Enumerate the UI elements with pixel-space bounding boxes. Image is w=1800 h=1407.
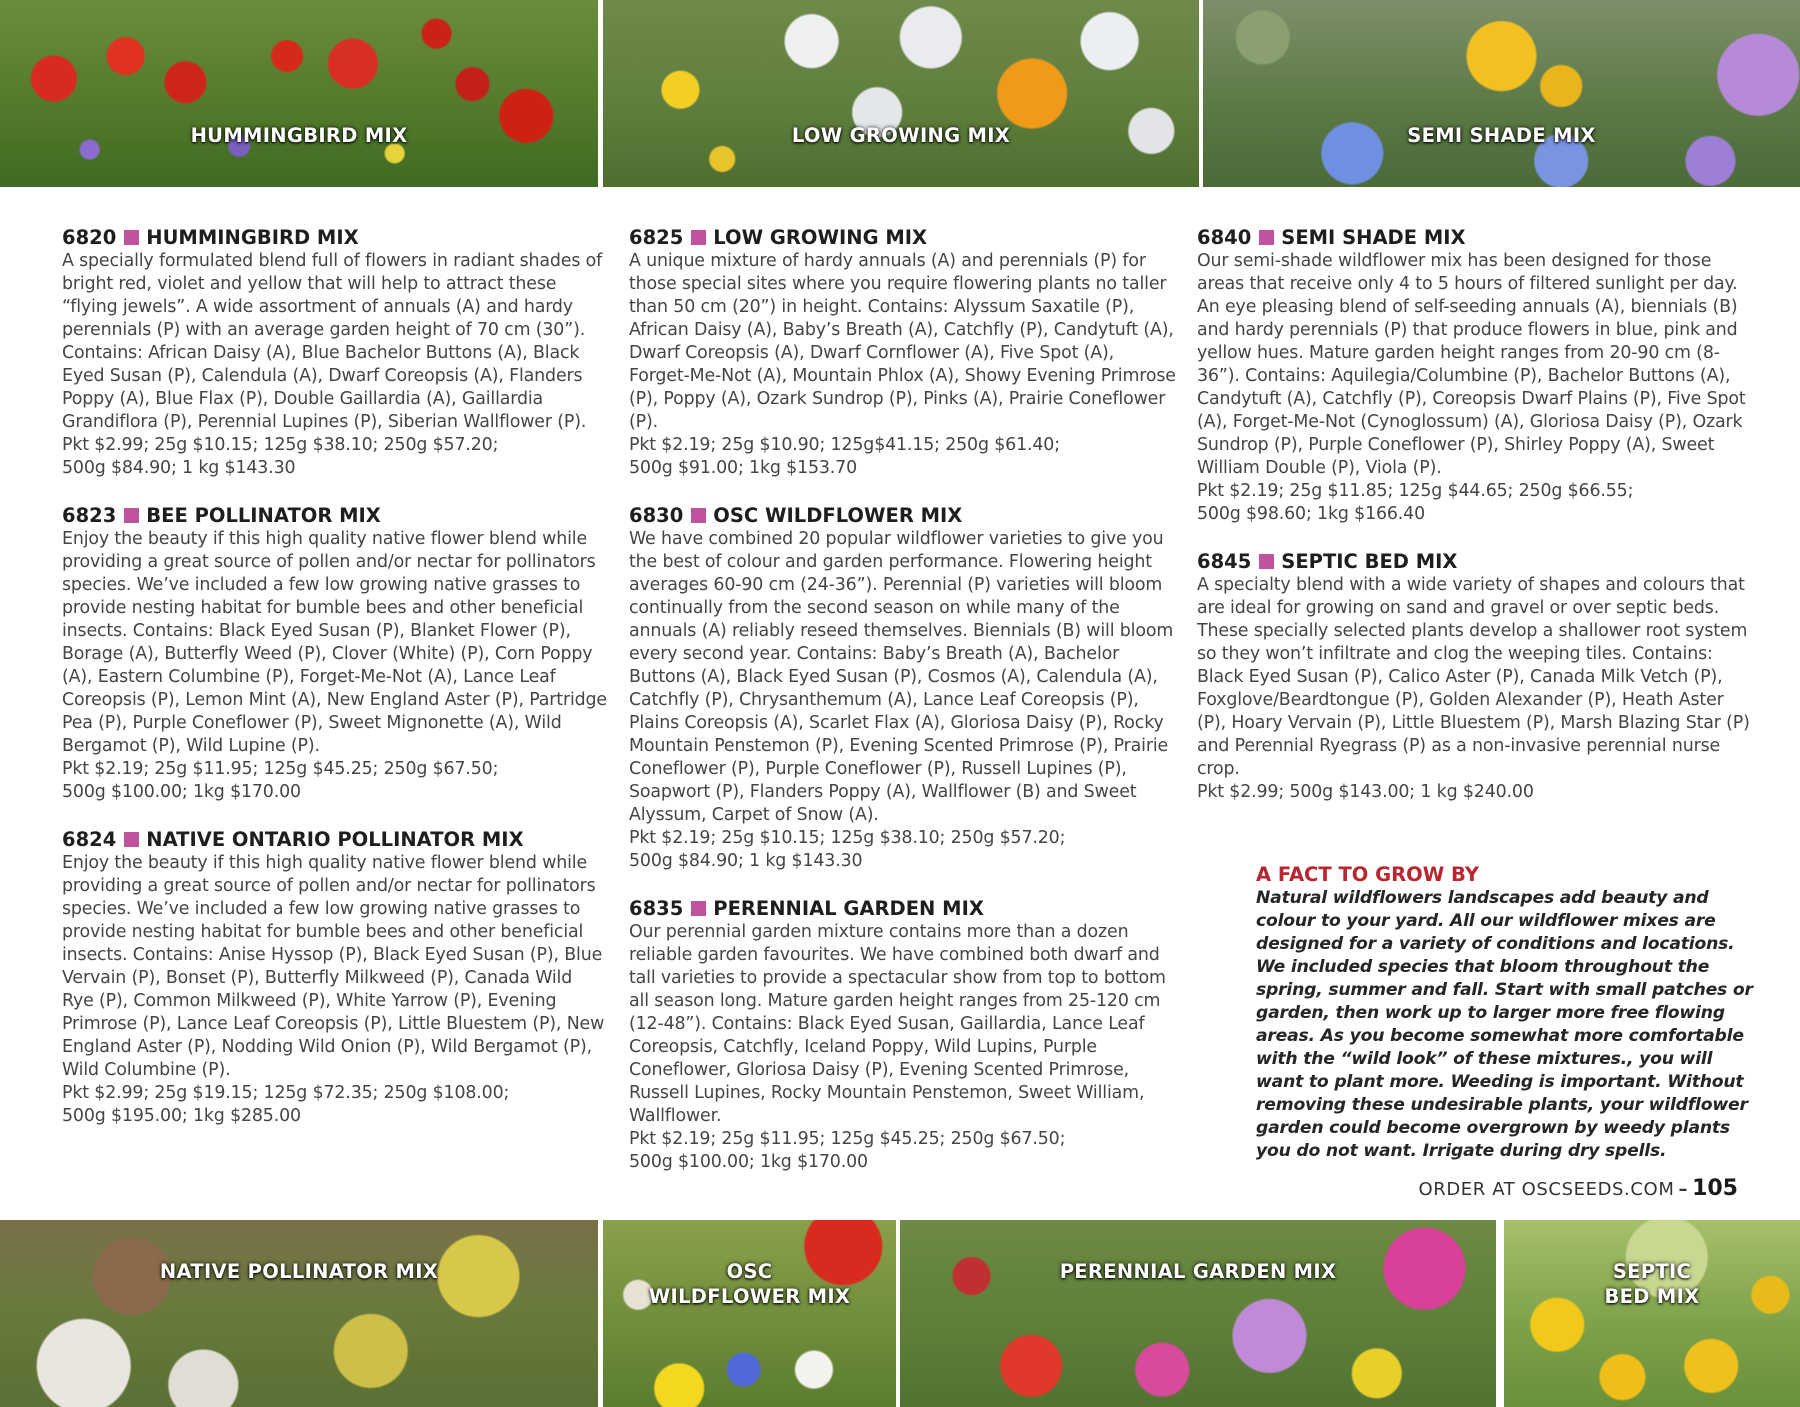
product-6840: [1197, 225, 1757, 526]
square-bullet-icon: [691, 508, 706, 523]
square-bullet-icon: [124, 832, 139, 847]
column-left: [62, 225, 607, 1151]
square-bullet-icon: [1259, 230, 1274, 245]
page-number: 105: [1692, 1176, 1738, 1201]
photo-caption-line: WILDFLOWER MIX: [648, 1285, 851, 1308]
fact-box: [1256, 862, 1756, 1163]
fact-body: Natural wildflowers landscapes add beauty and colour to your yard. All our wildflower mixes are designed for a variety of conditions and locations. We included species that bloom throughout the spring, summer and fall. Start with small patches or garden, then work up to larger more free flowing areas. As you become somewhat more comfortable with the “wild look” of these mixtures., you will want to plant more. Weeding is important. Without removing these undesirable plants, your wildflower garden could become overgrown by weedy plants you do not want. Irrigate during dry spells.: [1256, 888, 1753, 1161]
page-footer: [1418, 1176, 1738, 1203]
product-description: Our semi-shade wildflower mix has been designed for those areas that receive only 4 to 5 hours of filtered sunlight per day. An eye pleasing blend of self-seeding annuals (A), biennials (B) and hardy perennials (P) that produce flowers in blue, pink and yellow hues. Mature garden height ranges from 20-90 cm (8-36”). Contains: Aquilegia/Columbine (P), Bachelor Buttons (A), Candytuft (A), Catchfly (P), Coreopsis Dwarf Plains (P), Five Spot (A), Forget-Me-Not (Cynoglossum) (A), Gloriosa Daisy (P), Ozark Sundrop (P), Purple Coneflower (P), Shirley Poppy (A), Sweet William Double (P), Viola (P).: [1197, 251, 1746, 478]
native-pollinator-mix-photo: [0, 1220, 598, 1407]
product-heading: [62, 827, 607, 852]
product-price: Pkt $2.19; 25g $11.95; 125g $45.25; 250g $67.50; 500g $100.00; 1kg $170.00: [62, 759, 499, 802]
product-heading: [62, 503, 607, 528]
product-name: LOW GROWING MIX: [713, 226, 928, 249]
product-6824: [62, 827, 607, 1128]
product-code: 6845: [1197, 550, 1252, 573]
hummingbird-mix-photo: [0, 0, 598, 187]
product-6823: [62, 503, 607, 804]
photo-caption: [603, 1259, 896, 1309]
product-heading: [62, 225, 607, 250]
product-6820: [62, 225, 607, 480]
semi-shade-mix-photo: [1203, 0, 1800, 187]
product-6835: [629, 896, 1179, 1174]
fact-title: A FACT TO GROW BY: [1256, 863, 1479, 886]
product-description: Enjoy the beauty if this high quality native flower blend while providing a great source of pollen and/or nectar for pollinators species. We’ve included a few low growing native grasses to provide nesting habitat for bumble bees and other beneficial insects. Contains: Anise Hyssop (P), Black Eyed Susan (P), Blue Vervain (P), Bonset (P), Butterfly Milkweed (P), Canada Wild Rye (P), Common Milkweed (P), White Yarrow (P), Evening Primrose (P), Lance Leaf Coreopsis (P), Little Bluestem (P), New England Aster (P), Nodding Wild Onion (P), Wild Bergamot (P), Wild Columbine (P).: [62, 853, 605, 1080]
product-code: 6830: [629, 504, 684, 527]
product-name: HUMMINGBIRD MIX: [146, 226, 359, 249]
footer-dash: –: [1678, 1179, 1689, 1200]
perennial-garden-mix-photo: [900, 1220, 1496, 1407]
photo-caption-line: BED MIX: [1604, 1285, 1700, 1308]
product-heading: [1197, 549, 1757, 574]
low-growing-mix-photo: [603, 0, 1199, 187]
product-code: 6824: [62, 828, 117, 851]
product-price: Pkt $2.19; 25g $10.15; 125g $38.10; 250g $57.20; 500g $84.90; 1 kg $143.30: [629, 828, 1066, 871]
photo-caption: PERENNIAL GARDEN MIX: [1059, 1260, 1337, 1283]
product-code: 6820: [62, 226, 117, 249]
product-code: 6840: [1197, 226, 1252, 249]
photo-caption-line: OSC: [726, 1260, 773, 1283]
square-bullet-icon: [124, 230, 139, 245]
product-price: Pkt $2.19; 25g $11.95; 125g $45.25; 250g $67.50; 500g $100.00; 1kg $170.00: [629, 1129, 1066, 1172]
septic-bed-mix-photo: [1504, 1220, 1800, 1407]
product-description: A specialty blend with a wide variety of shapes and colours that are ideal for growing on sand and gravel or over septic beds. These specially selected plants develop a shallower root system so they won’t infiltrate and clog the weeping tiles. Contains: Black Eyed Susan (P), Calico Aster (P), Canada Milk Vetch (P), Foxglove/Beardtongue (P), Golden Alexander (P), Heath Aster (P), Hoary Vervain (P), Little Bluestem (P), Marsh Blazing Star (P) and Perennial Ryegrass (P) as a non-invasive perennial nurse crop.: [1197, 575, 1750, 779]
product-name: PERENNIAL GARDEN MIX: [713, 897, 984, 920]
column-right: [1197, 225, 1757, 827]
product-code: 6825: [629, 226, 684, 249]
product-6845: [1197, 549, 1757, 804]
product-description: A unique mixture of hardy annuals (A) and perennials (P) for those special sites where you require flowering plants no taller than 50 cm (20”) in height. Contains: Alyssum Saxatile (P), African Daisy (A), Baby’s Breath (A), Catchfly (P), Candytuft (A), Dwarf Coreopsis (A), Dwarf Cornflower (A), Five Spot (A), Forget-Me-Not (A), Mountain Phlox (A), Showy Evening Primrose (P), Poppy (A), Ozark Sundrop (P), Pinks (A), Prairie Coneflower (P).: [629, 251, 1176, 432]
product-price: Pkt $2.19; 25g $11.85; 125g $44.65; 250g $66.55; 500g $98.60; 1kg $166.40: [1197, 481, 1634, 524]
square-bullet-icon: [691, 901, 706, 916]
product-description: Our perennial garden mixture contains more than a dozen reliable garden favourites. We have combined both dwarf and tall varieties to provide a spectacular show from top to bottom all season long. Mature garden height ranges from 25-120 cm (12-48”). Contains: Black Eyed Susan, Gaillardia, Lance Leaf Coreopsis, Catchfly, Iceland Poppy, Wild Lupins, Purple Coneflower, Gloriosa Daisy (P), Evening Scented Primrose, Russell Lupines, Rocky Mountain Penstemon, Sweet William, Wallflower.: [629, 922, 1166, 1126]
product-description: A specially formulated blend full of flowers in radiant shades of bright red, violet and yellow that will help to attract these “flying jewels”. A wide assortment of annuals (A) and hardy perennials (P) with an average garden height of 70 cm (30”). Contains: African Daisy (A), Blue Bachelor Buttons (A), Black Eyed Susan (P), Calendula (A), Dwarf Coreopsis (A), Flanders Poppy (A), Blue Flax (P), Double Gaillardia (A), Gaillardia Grandiflora (P), Perennial Lupines (P), Siberian Wallflower (P).: [62, 251, 603, 432]
product-name: SEMI SHADE MIX: [1281, 226, 1466, 249]
product-code: 6835: [629, 897, 684, 920]
product-code: 6823: [62, 504, 117, 527]
product-name: OSC WILDFLOWER MIX: [713, 504, 963, 527]
photo-caption-line: SEPTIC: [1612, 1260, 1692, 1283]
photo-caption: SEMI SHADE MIX: [1407, 124, 1596, 147]
column-middle: [629, 225, 1179, 1197]
photo-caption: HUMMINGBIRD MIX: [190, 124, 408, 147]
product-6825: [629, 225, 1179, 480]
photo-caption: LOW GROWING MIX: [791, 124, 1011, 147]
product-price: Pkt $2.19; 25g $10.90; 125g$41.15; 250g $61.40; 500g $91.00; 1kg $153.70: [629, 435, 1060, 478]
product-heading: [629, 896, 1179, 921]
product-name: NATIVE ONTARIO POLLINATOR MIX: [146, 828, 524, 851]
product-price: Pkt $2.99; 500g $143.00; 1 kg $240.00: [1197, 782, 1534, 802]
product-heading: [1197, 225, 1757, 250]
product-heading: [629, 503, 1179, 528]
product-description: We have combined 20 popular wildflower varieties to give you the best of colour and garden performance. Flowering height averages 60-90 cm (24-36”). Perennial (P) varieties will bloom continually from the second season on while many of the annuals (A) reliably reseed themselves. Biennials (B) will bloom every second year. Contains: Baby’s Breath (A), Bachelor Buttons (A), Black Eyed Susan (P), Cosmos (A), Calendula (A), Catchfly (P), Chrysanthemum (A), Lance Leaf Coreopsis (P), Plains Coreopsis (A), Scarlet Flax (A), Gloriosa Daisy (P), Rocky Mountain Penstemon (P), Evening Scented Primrose (P), Prairie Coneflower (P), Purple Coneflower (P), Russell Lupines (P), Soapwort (P), Flanders Poppy (A), Wallflower (B) and Sweet Alyssum, Carpet of Snow (A).: [629, 529, 1174, 825]
photo-caption: [1504, 1259, 1800, 1309]
product-name: SEPTIC BED MIX: [1281, 550, 1458, 573]
square-bullet-icon: [1259, 554, 1274, 569]
photo-caption: NATIVE POLLINATOR MIX: [159, 1260, 439, 1283]
product-price: Pkt $2.99; 25g $10.15; 125g $38.10; 250g $57.20; 500g $84.90; 1 kg $143.30: [62, 435, 499, 478]
product-heading: [629, 225, 1179, 250]
square-bullet-icon: [124, 508, 139, 523]
product-name: BEE POLLINATOR MIX: [146, 504, 381, 527]
osc-wildflower-mix-photo: [603, 1220, 896, 1407]
order-link[interactable]: ORDER AT OSCSEEDS.COM: [1418, 1179, 1675, 1200]
square-bullet-icon: [691, 230, 706, 245]
product-price: Pkt $2.99; 25g $19.15; 125g $72.35; 250g $108.00; 500g $195.00; 1kg $285.00: [62, 1083, 510, 1126]
product-6830: [629, 503, 1179, 873]
product-description: Enjoy the beauty if this high quality native flower blend while providing a great source of pollen and/or nectar for pollinators species. We’ve included a few low growing native grasses to provide nesting habitat for bumble bees and other beneficial insects. Contains: Black Eyed Susan (P), Blanket Flower (P), Borage (A), Butterfly Weed (P), Clover (White) (P), Corn Poppy (A), Eastern Columbine (P), Forget-Me-Not (A), Lance Leaf Coreopsis (P), Lemon Mint (A), New England Aster (P), Partridge Pea (P), Purple Coneflower (P), Sweet Mignonette (A), Wild Bergamot (P), Wild Lupine (P).: [62, 529, 607, 756]
